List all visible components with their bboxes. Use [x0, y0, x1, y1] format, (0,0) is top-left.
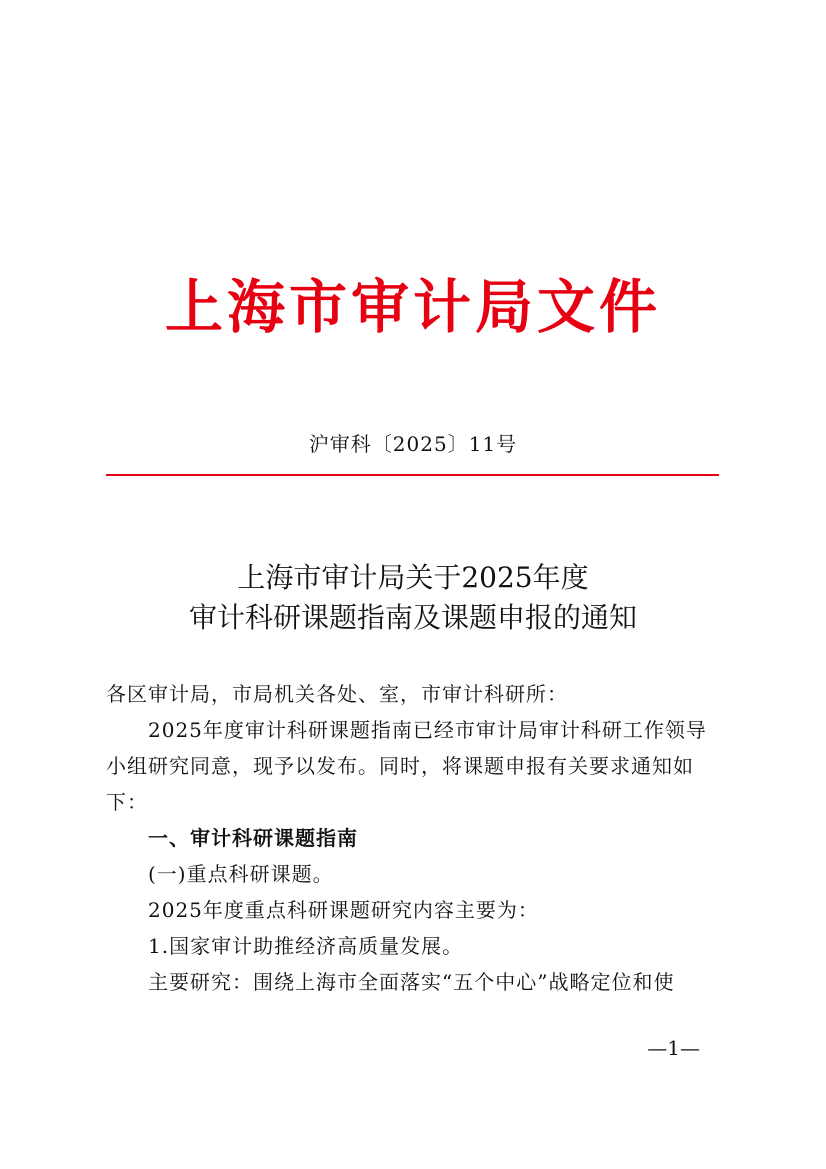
notice-title-line-1: 上海市审计局关于2025年度 [237, 561, 589, 594]
notice-title [0, 558, 826, 638]
list-item-1-research: 主要研究：围绕上海市全面落实“五个中心”战略定位和使 [148, 970, 675, 994]
salutation: 各区审计局，市局机关各处、室，市审计科研所： [106, 682, 568, 706]
red-divider-line [106, 474, 719, 476]
document-number: 沪审科〔2025〕11号 [308, 432, 518, 456]
list-item-1: 1.国家审计助推经济高质量发展。 [148, 934, 464, 958]
document-header-title: 上海市审计局文件 [164, 273, 661, 341]
subsection-heading: (一)重点科研课题。 [148, 862, 334, 886]
page-number: —1— [647, 1036, 700, 1060]
document-body [106, 676, 719, 1000]
section-heading: 一、审计科研课题指南 [148, 826, 358, 850]
notice-title-line-2: 审计科研课题指南及课题申报的通知 [188, 601, 637, 634]
subsection-intro: 2025年度重点科研课题研究内容主要为： [148, 898, 539, 922]
intro-paragraph: 2025年度审计科研课题指南已经市审计局审计科研工作领导小组研究同意，现予以发布。同时，将课题申报有关要求通知如下： [106, 718, 707, 814]
